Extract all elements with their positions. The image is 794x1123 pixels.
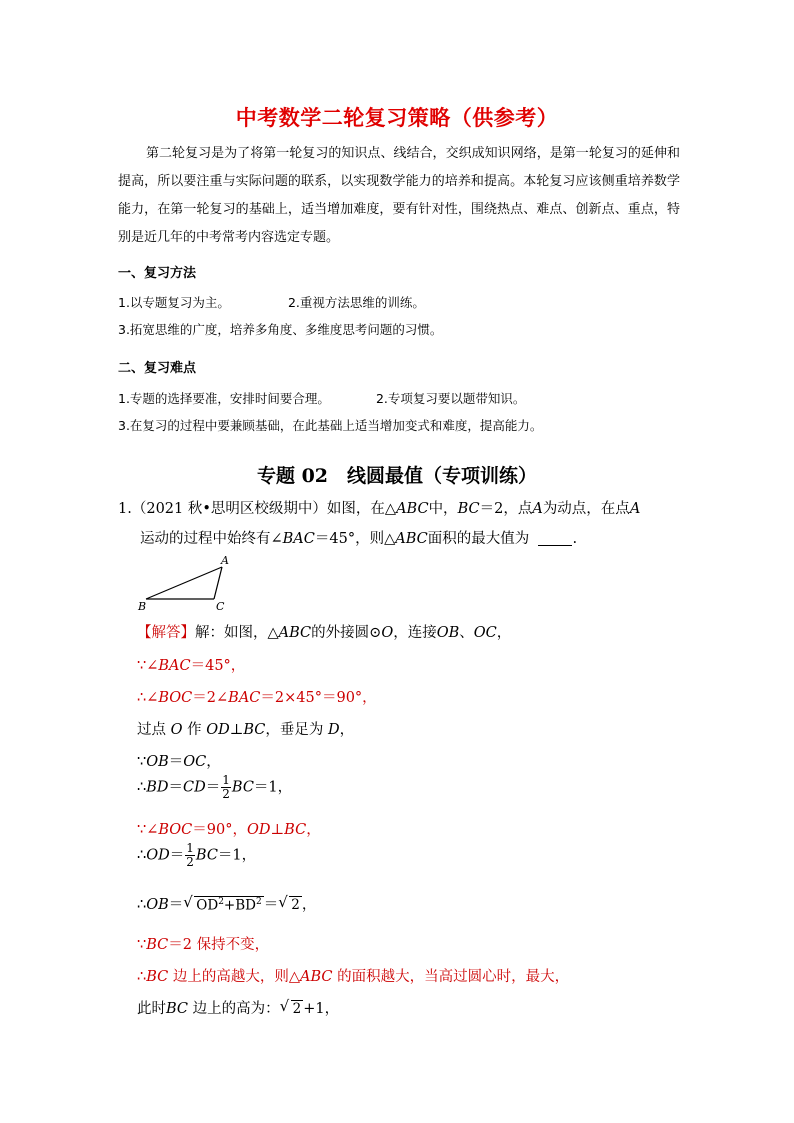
s-text: 过点 [137, 722, 166, 738]
method-item-2: 2.重视方法思维的训练。 [287, 295, 425, 310]
solution-line-8 [137, 842, 256, 869]
q-text: ＝2，点 [479, 501, 533, 517]
q-var: ABC [395, 531, 428, 547]
s-var: O [381, 625, 394, 641]
s-text: 此时 [137, 1001, 166, 1017]
solution-line-5 [137, 750, 221, 771]
s-var: BC [146, 937, 169, 953]
section-heading-methods: 一、复习方法 [118, 266, 197, 281]
s-text: ，连接 [393, 625, 437, 641]
q-text: 为动点，在点 [542, 501, 630, 517]
radicand: 2 [291, 897, 300, 913]
numerator: 1 [222, 773, 230, 787]
vertex-label-a: A [221, 554, 229, 567]
radical-sign-icon: √ [278, 893, 288, 911]
methods-line-1 [118, 293, 425, 311]
radical-sign-icon: √ [279, 997, 290, 1015]
s-var: BOC [158, 690, 193, 706]
s-var: CD [183, 779, 206, 796]
difficulties-line-1 [118, 389, 525, 407]
answer-blank [538, 531, 572, 546]
s-text: +BD [223, 897, 256, 913]
question-source: （2021 秋•思明区校级期中） [131, 501, 327, 517]
fraction-half [221, 774, 231, 801]
s-var: BC [166, 1001, 189, 1017]
s-var: BD [146, 779, 169, 796]
radical-sign-icon: √ [183, 892, 193, 911]
s-text: ＝ [168, 779, 184, 796]
s-text: ， [301, 897, 317, 913]
solution-line-12 [137, 997, 339, 1018]
s-text: ＝ [168, 897, 184, 913]
s-text: ∵ [137, 754, 147, 770]
difficulty-item-3: 3.在复习的过程中要兼顾基础，在此基础上适当增加变式和难度，提高能力。 [118, 418, 543, 433]
s-text: ，垂足为 [265, 722, 324, 738]
s-var: BC [146, 969, 169, 985]
s-text: 解：如图，△ [195, 625, 279, 641]
s-var: BAC [228, 690, 261, 706]
s-var: BC [243, 722, 266, 738]
s-text: 的面积越大，当高过圆心时，最大， [337, 969, 570, 985]
s-text: ∴ [137, 969, 147, 985]
square-root [278, 893, 302, 913]
exponent: 2 [255, 896, 262, 907]
s-text: ⊥ [270, 822, 285, 838]
s-text: ， [496, 625, 512, 641]
s-text: ＝1， [217, 847, 257, 864]
question-line-2 [140, 527, 577, 548]
fraction-half [185, 842, 195, 869]
s-text: ， [206, 754, 221, 770]
method-item-1: 1.以专题复习为主。 [118, 295, 230, 310]
s-text: +1， [303, 1001, 340, 1017]
denominator: 2 [186, 855, 194, 869]
s-text: ＝2∠ [192, 690, 229, 706]
s-var: ABC [300, 969, 333, 985]
solution-line-2 [137, 654, 245, 675]
s-text: ∴∠ [137, 690, 159, 706]
s-var: OD [146, 847, 170, 864]
s-text: OD [196, 897, 219, 913]
s-var: OB [146, 754, 169, 770]
s-text: ⊥ [229, 722, 244, 738]
s-text: ＝45°， [190, 658, 246, 674]
s-text: ＝ [168, 754, 184, 770]
topic-subtitle: 专题 02 线圆最值（专项训练） [256, 465, 538, 487]
q-text: 运动的过程中始终有∠ [140, 531, 283, 547]
solution-line-11 [137, 965, 569, 986]
s-var: OD [206, 722, 230, 738]
s-var: BC [231, 779, 254, 796]
s-var: BC [195, 847, 218, 864]
solution-line-1 [137, 621, 511, 642]
side-ab [146, 567, 222, 599]
radicand [194, 896, 263, 914]
denominator: 2 [222, 787, 230, 801]
s-text: ＝ [205, 779, 221, 796]
s-var: BAC [158, 658, 191, 674]
s-text: 、 [459, 625, 474, 641]
s-text: ， [339, 722, 355, 738]
q-text: 如图，在△ [326, 501, 397, 517]
q-var: A [629, 501, 641, 517]
vertex-label-b: B [138, 600, 147, 613]
s-text: 边上的高为： [192, 1001, 280, 1017]
solution-tag: 【解答】 [137, 625, 195, 641]
s-text: 边上的高越大，则△ [172, 969, 301, 985]
exponent: 2 [218, 896, 224, 907]
s-var: ABC [278, 625, 312, 641]
s-var: BOC [158, 822, 193, 838]
solution-line-3 [137, 686, 377, 707]
s-text: ∴ [137, 779, 147, 796]
s-var: D [328, 722, 340, 738]
solution-line-9 [137, 893, 316, 914]
s-var: OC [473, 625, 497, 641]
vertex-label-c: C [216, 600, 225, 613]
s-text: 作 [187, 722, 202, 738]
s-text: ＝1， [253, 779, 293, 796]
difficulty-item-1: 1.专题的选择要准，安排时间要合理。 [118, 391, 330, 406]
section-heading-difficulties: 二、复习难点 [118, 361, 197, 376]
s-text: ∵ [137, 937, 147, 953]
square-root [183, 892, 263, 914]
question-number: 1. [118, 501, 132, 517]
solution-line-7 [137, 818, 321, 839]
intro-paragraph: 第二轮复习是为了将第一轮复习的知识点、线结合，交织成知识网络，是第一轮复习的延伸和提高，所以要注重与实际问题的联系，以实现数学能力的培养和提高。本轮复习应该侧重培养数学能力，在第一轮复习的基础上，适当增加难度，要有针对性，围绕热点、难点、创新点、重点，特别是近几年的中考常考内容选定专题。 [118, 146, 680, 245]
solution-line-4 [137, 718, 354, 739]
side-ac [214, 567, 222, 599]
radicand: 2 [292, 1001, 302, 1017]
s-var: OC [183, 754, 207, 770]
s-text: ＝90°， [192, 822, 247, 838]
s-text: ∵∠ [137, 822, 159, 838]
solution-line-10 [137, 933, 269, 954]
solution-line-6 [137, 774, 292, 801]
s-text: ＝ [169, 847, 185, 864]
q-var: A [532, 501, 543, 517]
numerator: 1 [186, 841, 194, 855]
page-title: 中考数学二轮复习策略（供参考） [235, 106, 559, 130]
q-var: ABC [396, 501, 429, 517]
method-item-3: 3.拓宽思维的广度，培养多角度、多维度思考问题的习惯。 [118, 322, 443, 337]
difficulty-item-2: 2.专项复习要以题带知识。 [375, 391, 526, 406]
q-text: ＝45°，则△ [314, 531, 396, 547]
q-var: BAC [282, 531, 315, 547]
triangle-figure [136, 552, 246, 614]
q-text: . [572, 531, 578, 547]
s-text: ∴ [137, 847, 147, 864]
s-text: ∵∠ [137, 658, 159, 674]
s-text: 的外接圆⊙ [311, 625, 382, 641]
s-text: ， [306, 822, 321, 838]
q-text: 面积的最大值为 [427, 531, 530, 547]
s-text: ＝ [263, 897, 279, 913]
question-line-1 [118, 497, 683, 518]
s-var: OB [146, 897, 169, 913]
s-text: ＝2 保持不变， [168, 937, 270, 953]
s-var: BC [284, 822, 307, 838]
s-text: ＝2×45°＝90°， [260, 690, 377, 706]
s-var: O [170, 722, 183, 738]
square-root [279, 997, 304, 1017]
q-var: BC [457, 501, 480, 517]
s-text: ∴ [137, 897, 147, 913]
q-text: 中， [428, 501, 458, 517]
s-var: OD [247, 822, 271, 838]
s-var: OB [436, 625, 460, 641]
